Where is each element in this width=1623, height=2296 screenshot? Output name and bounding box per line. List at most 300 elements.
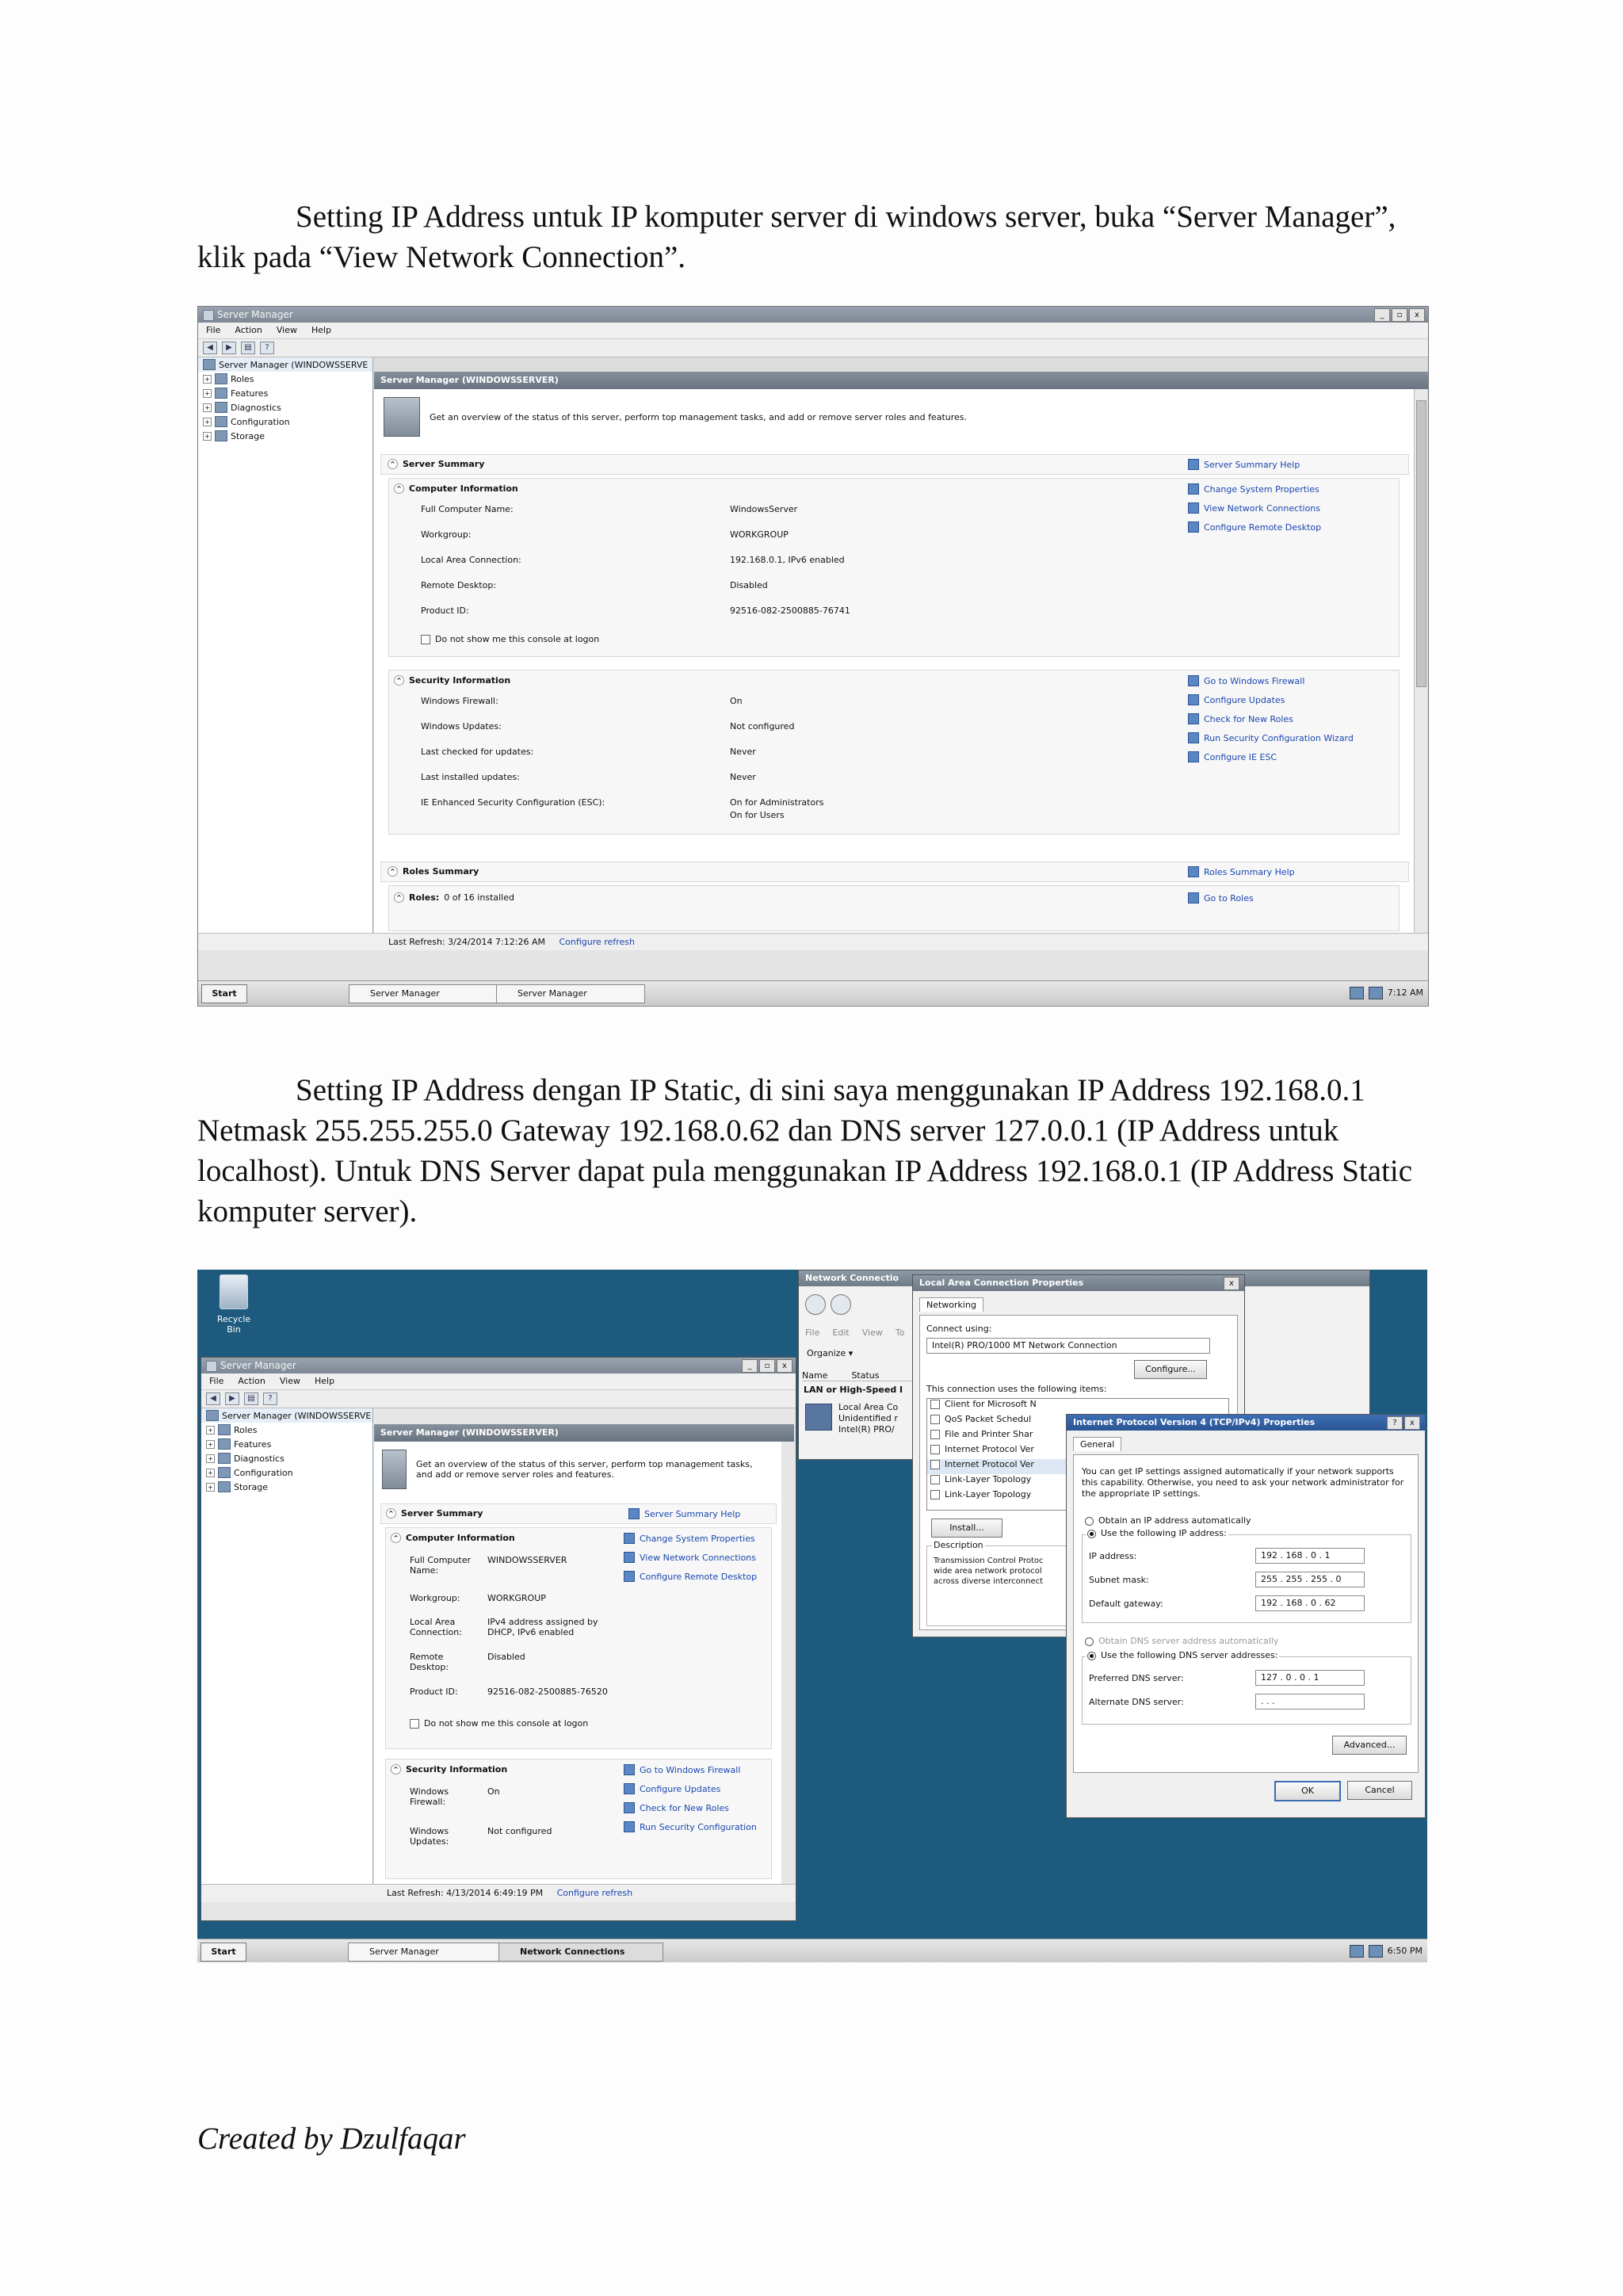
expand-icon[interactable]: + [206,1440,215,1449]
menu-help[interactable]: Help [314,1376,335,1386]
start-button[interactable]: Start [200,1943,246,1962]
sm-title: Server Manager [220,1360,296,1371]
recycle-bin-icon [220,1274,248,1309]
system-properties-icon [1188,483,1199,495]
tree-item-features[interactable] [198,386,372,400]
sm-toolbar [201,1390,796,1408]
desktop-taskbar [197,1939,1427,1962]
server-summary-help-link[interactable] [1188,459,1300,470]
connect-using-label: Connect using: [926,1324,992,1334]
tree-label: Diagnostics [234,1453,285,1464]
link-label: Server Summary Help [644,1508,741,1519]
tree-item-roles[interactable] [201,1423,372,1437]
server-icon [206,1410,219,1421]
adapter-device: Intel(R) PRO/ [838,1424,895,1435]
back-arrow-icon[interactable]: ◀ [203,342,217,354]
checkbox[interactable] [930,1400,940,1409]
radio[interactable] [1085,1517,1094,1526]
roles-icon [1188,892,1199,904]
server-manager-icon [206,1361,217,1372]
collapse-icon[interactable]: ^ [386,1508,396,1519]
menu-view[interactable]: View [279,1376,300,1386]
paragraph-1-text: Setting IP Address untuk IP komputer server di windows server, buka “Server Manager”, klik pada “View Network Connection”. [197,200,1396,274]
storage-icon [215,430,227,441]
donot-show-checkbox-row[interactable] [410,1718,588,1729]
close-button[interactable]: x [1409,308,1425,322]
last-refresh-text: Last Refresh: 3/24/2014 7:12:26 AM [388,937,545,947]
nc-nav [805,1294,851,1315]
maximize-button[interactable]: ▫ [759,1359,775,1373]
field-label: Local Area Connection: [421,555,521,565]
tree-item-features[interactable] [201,1437,372,1451]
menu-file[interactable]: File [209,1376,224,1386]
checkbox[interactable] [930,1415,940,1424]
cancel-button[interactable]: Cancel [1347,1781,1412,1800]
network-tray-icon[interactable] [1350,1945,1364,1958]
field-value: WindowsServer [730,504,798,514]
collapse-icon[interactable]: ^ [394,892,404,903]
nc-adapter-item[interactable] [838,1402,898,1435]
ok-button[interactable]: OK [1274,1781,1341,1801]
item-label: Internet Protocol Ver [945,1459,1034,1469]
sm-titlebar [201,1358,796,1373]
menu-tools[interactable]: To [895,1328,905,1338]
tree-label: Roles [234,1424,258,1435]
change-system-properties-link[interactable] [624,1533,755,1544]
tree-item-diagnostics[interactable] [198,400,372,415]
sm-pane-title: Server Manager (WINDOWSSERVER) [374,1424,794,1442]
roles-icon [215,373,227,384]
tree-label: Server Manager (WINDOWSSERVE [219,359,369,370]
collapse-icon[interactable]: ^ [391,1764,401,1775]
check-new-roles-link[interactable] [624,1802,729,1813]
ipv4-tab-panel [1073,1454,1419,1773]
pane-title: Server Manager (WINDOWSSERVER) [374,372,1428,389]
features-icon [215,388,227,399]
checkbox[interactable] [410,1719,419,1729]
field-value: Not configured [730,721,795,732]
network-icon [624,1552,635,1563]
menu-view[interactable]: View [861,1328,883,1338]
footer-credit: Created by Dzulfaqar [197,2122,466,2156]
server-summary-header [380,454,1409,475]
window-bottom [198,950,1428,980]
menu-action[interactable]: Action [235,325,262,335]
tree-label: Configuration [234,1467,293,1478]
field-value: On [487,1786,500,1797]
link-label: Run Security Configuration [640,1821,757,1832]
sm-tree-pane [201,1408,373,1884]
status-bar [198,933,1428,951]
tree-item-server-manager[interactable] [198,357,372,372]
advanced-button[interactable]: Advanced... [1332,1736,1407,1755]
updates-icon [1188,694,1199,705]
obtain-dns-auto-radio[interactable] [1085,1636,1278,1646]
tree-item-diagnostics[interactable] [201,1451,372,1465]
tree-item-configuration[interactable] [201,1465,372,1480]
roles-summary-help-link[interactable] [1188,866,1295,877]
configure-refresh-link[interactable]: Configure refresh [556,1888,633,1898]
field-value: WORKGROUP [730,529,789,540]
computer-info-section [385,1527,772,1749]
scrollbar-thumb[interactable] [1416,400,1426,687]
expand-icon[interactable]: + [203,403,212,412]
item-label: QoS Packet Schedul [945,1414,1032,1424]
dns-group [1082,1650,1411,1725]
item-label: Internet Protocol Ver [945,1444,1034,1454]
sm-menu-bar [201,1373,796,1390]
go-to-roles-link[interactable] [1188,892,1254,904]
configure-remote-desktop-link[interactable] [624,1571,757,1582]
show-hide-tree-icon[interactable]: ▤ [241,342,255,354]
list-item[interactable] [927,1399,1228,1414]
nc-group-header: LAN or High-Speed I [804,1385,903,1395]
server-summary-help-link[interactable] [628,1508,740,1519]
field-label: Full Computer Name: [421,504,514,514]
field-label: Windows Firewall: [410,1786,449,1807]
intro-paragraph-2 [197,1070,1434,1232]
security-info-section [385,1759,772,1879]
items-label: This connection uses the following items: [926,1384,1107,1394]
paragraph-2-text: Setting IP Address dengan IP Static, di sini saya menggunakan IP Address 192.168.0.1 Netmask 255.255.255.0 Gateway 192.168.0.62 dan DNS server 127.0.0.1 (IP Address untuk localhost). Untuk DNS Server dapat pula menggunakan IP Address 192.168.0.1 (IP Address Static komputer server). [197,1073,1413,1228]
link-label: View Network Connections [640,1552,756,1563]
forward-arrow-icon[interactable]: ▶ [222,342,236,354]
field-label: Product ID: [421,606,469,616]
help-icon [1188,459,1199,470]
server-manager-icon [203,310,214,321]
configure-updates-link[interactable] [624,1783,720,1794]
roles-label: Roles: [409,892,440,903]
toolbar [198,339,1428,357]
column-name[interactable]: Name [802,1370,828,1381]
configuration-icon [218,1467,231,1478]
tree-pane [198,357,373,947]
server-summary-header [380,1503,777,1524]
radio[interactable] [1087,1530,1096,1538]
configure-refresh-link[interactable]: Configure refresh [559,937,635,947]
menu-bar [198,323,1428,339]
adapter-status: Unidentified r [838,1413,898,1423]
field-label: Local Area Connection: [410,1617,462,1637]
security-wizard-link[interactable] [1188,732,1354,743]
clock: 6:50 PM [1387,1946,1423,1956]
tree-item-storage[interactable] [201,1480,372,1494]
expand-icon[interactable]: + [203,432,212,441]
configure-remote-desktop-link[interactable] [1188,521,1321,533]
radio[interactable] [1085,1637,1094,1646]
nc-title: Network Connectio [805,1273,899,1283]
expand-icon[interactable]: + [206,1426,215,1435]
security-info-title: Security Information [409,675,511,686]
expand-icon[interactable]: + [203,418,212,426]
link-label: Go to Windows Firewall [1204,675,1305,686]
change-system-properties-link[interactable] [1188,483,1319,495]
configuration-icon [215,416,227,427]
wizard-icon [624,1821,635,1832]
show-hide-tree-icon[interactable]: ▤ [244,1392,258,1405]
minimize-button[interactable]: _ [1374,308,1390,322]
roles-value: 0 of 16 installed [444,892,514,903]
checkbox[interactable] [930,1430,940,1439]
field-value: On for Administrators [730,797,824,808]
donot-show-checkbox-row[interactable] [421,634,599,644]
server-summary-title: Server Summary [403,459,485,469]
field-label: Last checked for updates: [421,747,534,757]
collapse-icon[interactable]: ^ [391,1533,401,1543]
link-label: Server Summary Help [1204,459,1300,470]
expand-icon[interactable]: + [206,1483,215,1492]
storage-icon [218,1481,231,1492]
expand-icon[interactable]: + [206,1454,215,1463]
tree-item-roles[interactable] [198,372,372,386]
menu-help[interactable]: Help [311,325,332,335]
link-label: Configure Updates [640,1783,721,1794]
roles-icon [624,1802,635,1813]
tree-label: Features [234,1438,272,1450]
firewall-icon [624,1764,635,1775]
field-label: Windows Updates: [421,721,502,732]
network-adapter-icon[interactable] [805,1404,832,1431]
alternate-dns-label: Alternate DNS server: [1089,1697,1184,1707]
help-icon [1188,866,1199,877]
field-value: IPv4 address assigned by DHCP, IPv6 enabled [487,1617,598,1637]
menu-edit[interactable]: Edit [832,1328,850,1338]
preferred-dns-input[interactable]: 127 . 0 . 0 . 1 [1255,1670,1365,1686]
roles-section [388,885,1400,931]
ip-address-input[interactable]: 192 . 168 . 0 . 1 [1255,1548,1365,1564]
default-gateway-input[interactable]: 192 . 168 . 0 . 62 [1255,1595,1365,1611]
install-button[interactable]: Install... [931,1519,1002,1538]
ipv4-info-text: You can get IP settings assigned automatically if your network supports this capability. Otherwise, you need to ask your network administrator for the appropriate IP settings. [1082,1466,1404,1499]
features-icon [218,1438,231,1450]
help-icon [628,1508,640,1519]
remote-desktop-icon [1188,521,1199,533]
field-label: Last installed updates: [421,772,520,782]
link-label: Configure Updates [1204,694,1285,705]
collapse-icon[interactable]: ^ [394,483,404,494]
checkbox[interactable] [421,635,430,644]
preferred-dns-label: Preferred DNS server: [1089,1673,1184,1683]
adapter-field: Intel(R) PRO/1000 MT Network Connection [926,1338,1210,1354]
link-label: Change System Properties [640,1533,755,1544]
network-tray-icon[interactable] [1350,987,1364,999]
server-icon [203,359,216,370]
system-properties-icon [624,1533,635,1544]
item-label: Link-Layer Topology [945,1474,1032,1484]
item-label: File and Printer Shar [945,1429,1033,1439]
window-titlebar [198,307,1428,323]
tree-label: Roles [231,373,254,384]
field-value: Never [730,747,756,757]
volume-tray-icon[interactable] [1369,1945,1383,1958]
radio-label: Use the following DNS server addresses: [1101,1650,1278,1660]
use-following-dns-radio[interactable] [1086,1650,1279,1660]
close-button[interactable]: x [1224,1277,1239,1290]
configure-ie-esc-link[interactable] [1188,751,1277,762]
tree-label: Configuration [231,416,290,427]
tab-general[interactable]: General [1073,1437,1121,1451]
checkbox-label: Do not show me this console at logon [424,1718,589,1729]
go-to-firewall-link[interactable] [624,1764,740,1775]
help-icon[interactable]: ? [263,1392,277,1405]
field-label: Product ID: [410,1687,458,1697]
roles-summary-title: Roles Summary [403,866,479,877]
menu-file[interactable]: File [805,1328,820,1338]
security-configuration-link[interactable] [624,1821,757,1832]
system-tray [1350,1943,1423,1960]
expand-icon[interactable]: + [203,375,212,384]
radio-label: Obtain an IP address automatically [1098,1515,1251,1526]
organize-button[interactable]: Organize ▾ [807,1348,854,1358]
field-label: Windows Firewall: [421,696,498,706]
help-icon[interactable]: ? [260,342,274,354]
link-label: Configure IE ESC [1204,751,1277,762]
intro-row [382,1450,770,1489]
collapse-icon[interactable]: ^ [388,459,398,469]
subnet-mask-label: Subnet mask: [1089,1575,1149,1585]
tree-label: Server Manager (WINDOWSSERVE [222,1410,372,1421]
view-network-connections-link[interactable] [624,1552,756,1563]
link-label: View Network Connections [1204,502,1320,514]
volume-tray-icon[interactable] [1369,987,1383,999]
close-button[interactable]: x [777,1359,792,1373]
wizard-icon [1188,732,1199,743]
field-label: Remote Desktop: [421,580,497,590]
lac-title: Local Area Connection Properties [919,1278,1084,1288]
description-label: Description [934,1540,983,1550]
taskbar [198,980,1428,1005]
tree-label: Features [231,388,269,399]
forward-icon[interactable] [831,1294,851,1315]
firewall-icon [1188,675,1199,686]
item-label: Client for Microsoft N [945,1399,1037,1409]
checkbox-label: Do not show me this console at logon [435,634,600,644]
menu-file[interactable]: File [206,325,221,335]
checkbox[interactable] [930,1460,940,1469]
intro-text: Get an overview of the status of this server, perform top management tasks, and add or remove server roles and features. [416,1459,753,1480]
taskbar-server-manager-2[interactable]: Server Manager [496,984,645,1003]
minimize-button[interactable]: _ [742,1359,758,1373]
server-summary-title: Server Summary [401,1508,483,1519]
clock: 7:12 AM [1387,988,1423,998]
item-label: Link-Layer Topology [945,1489,1032,1499]
configure-updates-link[interactable] [1188,694,1285,705]
checkbox[interactable] [930,1475,940,1484]
sm-content [374,1442,781,1885]
radio[interactable] [1087,1652,1096,1660]
checkbox[interactable] [930,1490,940,1499]
view-network-connections-link[interactable] [1188,502,1320,514]
nc-columns [802,1370,913,1381]
recycle-bin[interactable] [210,1274,258,1335]
tree-label: Storage [234,1481,269,1492]
server-manager-large-icon [382,1450,407,1489]
field-value: 92516-082-2500885-76520 [487,1687,608,1697]
start-button[interactable]: Start [201,984,247,1003]
intro-row [384,397,967,437]
taskbar-server-manager-1[interactable]: Server Manager [349,984,498,1003]
taskbar-server-manager[interactable]: Server Manager [348,1943,513,1962]
tree-label: Diagnostics [231,402,281,413]
updates-icon [624,1783,635,1794]
field-value: On for Users [730,810,785,820]
expand-icon[interactable]: + [203,389,212,398]
server-manager-large-icon [384,397,420,437]
tree-item-server-manager[interactable] [201,1408,372,1423]
link-label: Go to Roles [1204,892,1254,904]
alternate-dns-input[interactable]: . . . [1255,1694,1365,1710]
back-icon[interactable] [805,1294,826,1315]
tree-item-storage[interactable] [198,429,372,443]
check-new-roles-link[interactable] [1188,713,1293,724]
roles-icon [218,1424,231,1435]
description-text: Transmission Control Protoc wide area network protocol across diverse interconnect [934,1557,1044,1586]
server-manager-screenshot [197,306,1429,1007]
ipv4-titlebar [1067,1415,1425,1431]
field-label: Workgroup: [421,529,472,540]
subnet-mask-input[interactable]: 255 . 255 . 255 . 0 [1255,1572,1365,1587]
intro-paragraph-1 [197,197,1434,277]
link-label: Check for New Roles [1204,713,1293,724]
vertical-scrollbar[interactable] [1414,389,1427,933]
default-gateway-label: Default gateway: [1089,1599,1163,1609]
computer-info-title: Computer Information [406,1533,515,1543]
desktop-screenshot [197,1270,1427,1962]
column-status[interactable]: Status [851,1370,880,1381]
forward-arrow-icon[interactable]: ▶ [225,1392,239,1405]
field-value: Never [730,772,756,782]
field-value: WINDOWSSERVER [487,1555,567,1565]
taskbar-network-connections[interactable]: Network Connections [498,1943,663,1962]
radio-label: Use the following IP address: [1101,1528,1227,1538]
maximize-button[interactable]: ▫ [1392,308,1407,322]
menu-action[interactable]: Action [238,1376,265,1386]
ip-address-label: IP address: [1089,1551,1137,1561]
field-value: Not configured [487,1826,552,1836]
network-icon [1188,502,1199,514]
close-button[interactable]: x [1404,1416,1420,1430]
menu-view[interactable]: View [276,325,297,335]
collapse-icon[interactable]: ^ [394,675,404,686]
intro-text: Get an overview of the status of this server, perform top management tasks, and add or remove server roles and features. [430,411,968,422]
expand-icon[interactable]: + [206,1469,215,1477]
field-value: Disabled [487,1652,525,1662]
computer-info-title: Computer Information [409,483,518,494]
obtain-ip-auto-radio[interactable] [1085,1515,1251,1526]
tree-item-configuration[interactable] [198,415,372,429]
field-label: Workgroup: [410,1593,460,1603]
field-label: Remote Desktop: [410,1652,449,1672]
back-arrow-icon[interactable]: ◀ [206,1392,220,1405]
field-label: Windows Updates: [410,1826,449,1847]
link-label: Go to Windows Firewall [640,1764,741,1775]
remote-desktop-icon [624,1571,635,1582]
help-button[interactable]: ? [1387,1416,1403,1430]
use-following-ip-radio[interactable] [1086,1528,1228,1538]
tab-networking[interactable]: Networking [919,1297,983,1312]
collapse-icon[interactable]: ^ [388,866,398,877]
checkbox[interactable] [930,1445,940,1454]
link-label: Roles Summary Help [1204,866,1295,877]
go-to-firewall-link[interactable] [1188,675,1304,686]
configure-button[interactable]: Configure... [1134,1360,1207,1379]
system-tray [1350,984,1423,1002]
field-value: On [730,696,743,706]
link-label: Check for New Roles [640,1802,729,1813]
sm-status-bar [201,1884,796,1902]
field-value: 192.168.0.1, IPv6 enabled [730,555,845,565]
link-label: Change System Properties [1204,483,1319,495]
